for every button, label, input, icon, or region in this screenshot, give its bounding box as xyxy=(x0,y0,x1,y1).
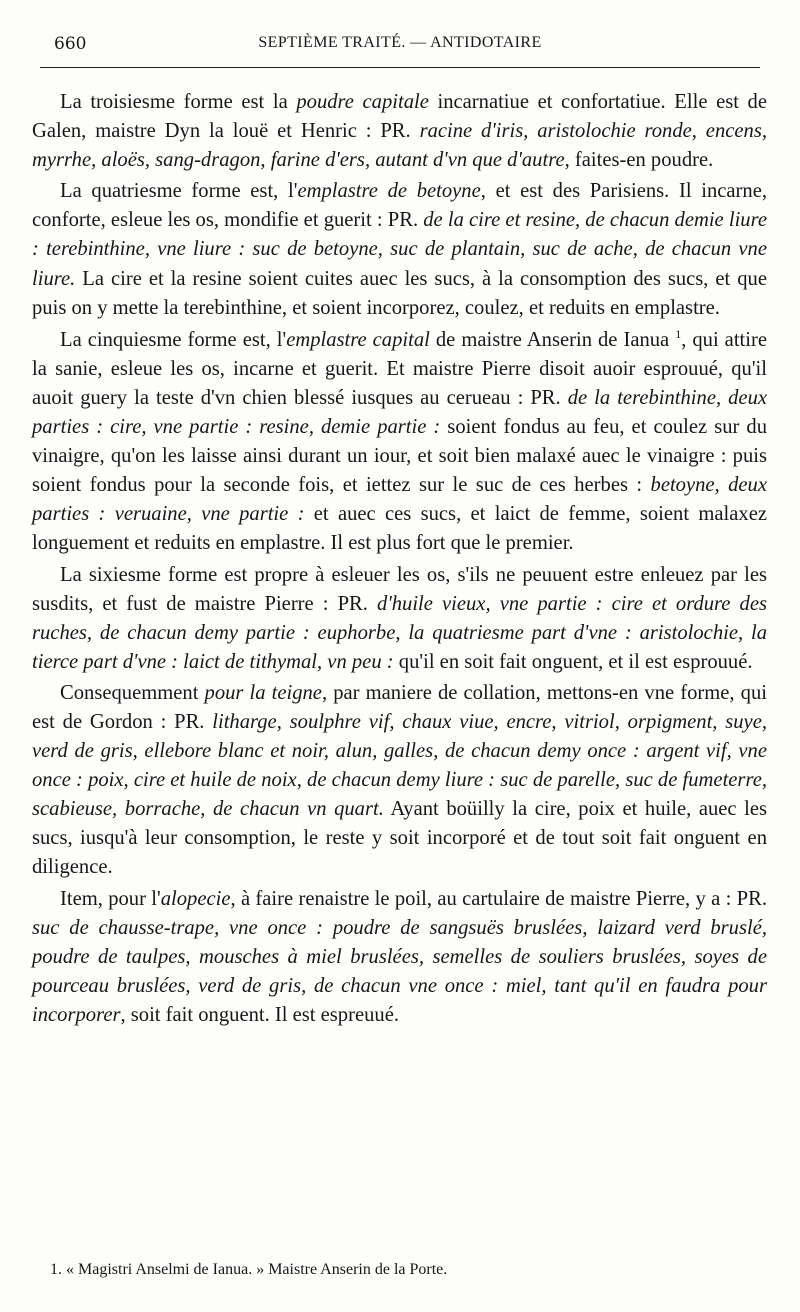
paragraph xyxy=(32,88,767,175)
page-number: 660 xyxy=(54,34,87,54)
paragraph xyxy=(32,679,767,883)
text-run: Item, pour l' xyxy=(60,887,161,910)
paragraph xyxy=(32,326,767,559)
italic-run: d'huile vieux, vne partie : cire et ordure des ruches, de chacun demy partie : euphorbe, la quatriesme part d'vne : aristolochie, la tierce part d'vne : laict de tithymal, vn peu : xyxy=(32,592,767,673)
text-run: incarnatiue et confortatiue. Elle est de Galen, maistre Dyn la louë et Henric : PR. xyxy=(32,91,767,143)
text-run: La cinquiesme forme est, l' xyxy=(60,328,287,351)
footnote-ref: 1 xyxy=(675,326,682,341)
italic-run: betoyne, deux parties : veruaine, vne partie : xyxy=(32,474,767,526)
text-run: La quatriesme forme est, l' xyxy=(60,180,298,203)
running-title: SEPTIÈME TRAITÉ. — ANTIDOTAIRE xyxy=(258,34,542,51)
text-run: Ayant boüilly la cire, poix et huile, auec les sucs, iusqu'à leur consomption, le reste y soit incorporé et de tout soit fait onguent en diligence. xyxy=(32,798,767,879)
italic-run: emplastre capital xyxy=(286,328,430,351)
paragraph xyxy=(32,885,767,1030)
footnote: 1. « Magistri Anselmi de Ianua. » Maistre Anserin de la Porte. xyxy=(50,1261,448,1278)
paragraph xyxy=(32,177,767,322)
italic-run: alopecie xyxy=(160,887,231,910)
italic-run: poudre capitale xyxy=(296,91,429,113)
text-run: qu'il en soit fait onguent, et il est esprouué. xyxy=(393,650,753,673)
italic-run: suc de chausse-trape, vne once : poudre de sangsuës bruslées, laizard verd bruslé, poudre de taulpes, mousches à miel bruslées, semelles de souliers bruslées, soyes de pourceau bruslées, verd de gris, de chacun vne once : miel, tant qu'il en faudra pour incorporer xyxy=(32,916,767,1026)
header-rule xyxy=(40,67,760,68)
text-run: , et est des Parisiens. Il incarne, conforte, esleue les os, mondifie et guerit : PR. xyxy=(32,180,767,232)
italic-run: de la terebinthine, deux parties : cire, vne partie : resine, demie partie : xyxy=(32,386,768,439)
text-run: , par maniere de collation, mettons-en vne forme, qui est de Gordon : PR. xyxy=(32,681,767,733)
body-text xyxy=(32,88,767,1030)
text-run: La cire et la resine soient cuites auec les sucs, à la consomption des sucs, et que puis on y mette la terebinthine, et soient incorporez, coulez, et reduits en emplastre. xyxy=(32,267,767,319)
page-header xyxy=(40,30,760,60)
text-run: soient fondus au feu, et coulez sur du vinaigre, qu'on les laisse ainsi durant un iour, et soit bien malaxé auec le vinaigre : puis soient fondus pour la seconde fois, et iettez sur le suc de ces herbes : xyxy=(32,416,767,497)
text-run: de maistre Anserin de Ianua xyxy=(429,328,676,351)
text-run: La troisiesme forme est la xyxy=(60,91,297,113)
italic-run: pour la teigne xyxy=(204,681,322,704)
text-run: et auec ces sucs, et laict de femme, soient malaxez longuement et reduits en emplastre. Il est plus fort que le premier. xyxy=(32,503,767,555)
text-run: , soit fait onguent. Il est espreuué. xyxy=(120,1003,399,1026)
text-run: , faites-en poudre. xyxy=(564,149,714,172)
italic-run: de la cire et resine, de chacun demie liure : terebinthine, vne liure : suc de betoyne, suc de plantain, suc de ache, de chacun vne liure. xyxy=(32,209,767,290)
text-run: , qui attire la sanie, esleue les os, incarne et guerit. Et maistre Pierre disoit auoir esprouué, qu'il auoit guery la teste d'vn chien blessé iusques au cerueau : PR. xyxy=(32,328,767,409)
text-run: Consequemment xyxy=(60,681,205,704)
text-run: La sixiesme forme est propre à esleuer les os, s'ils ne peuuent estre enleuez par les susdits, et fust de maistre Pierre : PR. xyxy=(32,563,767,615)
italic-run: litharge, soulphre vif, chaux viue, encre, vitriol, orpigment, suye, verd de gris, ellebore blanc et noir, alun, galles, de chacun demy once : argent vif, vne once : poix, cire et huile de noix, de chacun demy liure : suc de parelle, suc de fumeterre, scabieuse, borrache, de chacun vn quart. xyxy=(32,710,767,821)
italic-run: emplastre de betoyne xyxy=(297,180,481,203)
italic-run: racine d'iris, aristolochie ronde, encens, myrrhe, aloës, sang-dragon, farine d'ers, autant d'vn que d'autre xyxy=(32,120,767,172)
paragraph xyxy=(32,561,767,677)
text-run: , à faire renaistre le poil, au cartulaire de maistre Pierre, y a : PR. xyxy=(230,887,767,910)
